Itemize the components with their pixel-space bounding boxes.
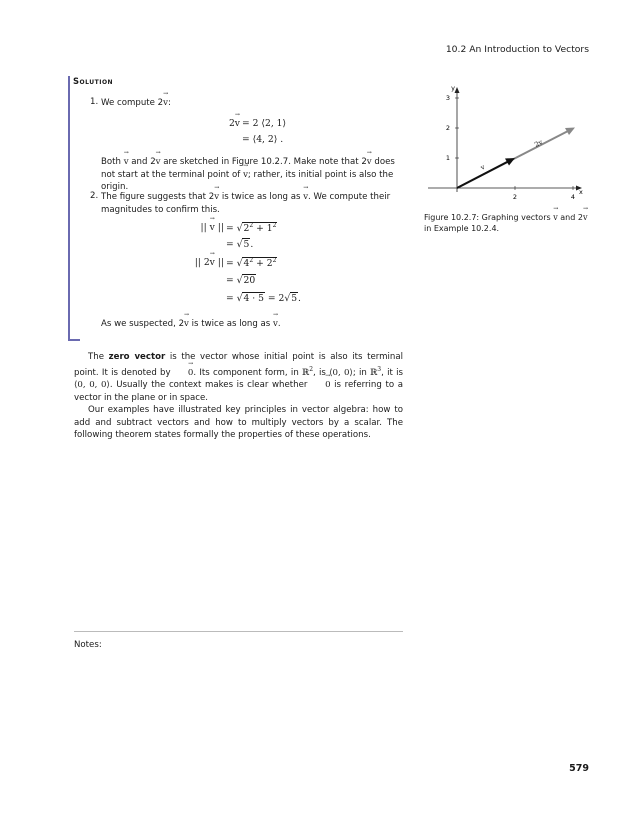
- item-2-conclusion: As we suspected, 2v → is twice as long as v →.: [101, 318, 281, 331]
- y-tick-label-1: 1: [445, 154, 450, 162]
- solution-bar: [68, 76, 70, 340]
- item-2-number: 2.: [90, 191, 99, 201]
- item-2-paragraph: The figure suggests that 2v → is twice as long as v →. We compute their magnitudes to confirm this.: [101, 191, 403, 216]
- vector-2v-label: 2v: [533, 138, 544, 149]
- page-number: 579: [569, 763, 589, 774]
- solution-bar-foot: [68, 339, 80, 341]
- item-1-number: 1.: [90, 97, 99, 107]
- figure-caption: Figure 10.2.7: Graphing vectors v → and 2v → in Example 10.2.4.: [424, 212, 594, 234]
- y-tick-label-3: 3: [445, 94, 450, 102]
- vector-v-label: v: [479, 162, 487, 172]
- running-header: 10.2 An Introduction to Vectors: [445, 44, 589, 55]
- equation-2v: 2v → = 2 ⟨2, 1⟩ = ⟨4, 2⟩ .: [200, 118, 350, 148]
- y-axis-label: y: [451, 84, 455, 92]
- item-1-intro: We compute 2v →:: [101, 97, 171, 110]
- solution-heading: Solution: [73, 76, 114, 86]
- body-text: [74, 351, 403, 442]
- y-axis-arrow-icon: [455, 87, 460, 93]
- notes-divider: [74, 631, 403, 632]
- y-tick-label-2: 2: [445, 124, 450, 132]
- x-tick-label-4: 4: [570, 193, 576, 201]
- principles-paragraph: Our examples have illustrated key principles in vector algebra: how to add and subtract vectors and how to multiply vectors by a scalar. The following theorem states formally the properties of these operations.: [74, 405, 403, 440]
- vector-figure: [424, 80, 594, 205]
- x-tick-label-2: 2: [512, 193, 518, 201]
- vector-v: [457, 161, 510, 189]
- notes-label: Notes:: [74, 640, 102, 650]
- magnitude-equations: || v → || = $√2^2 + 1^2$ = √5. || 2v → || = $√4^2 + 2^2$ = √20 = √4 · 5 = 2√5.: [160, 222, 360, 312]
- x-axis-label: x: [579, 188, 583, 196]
- zero-vector-paragraph: The zero vector is the vector whose initial point is also its terminal point. It is denoted by 0 →. Its component form, in ℝ$^2$, is ⟨0, 0⟩; in ℝ$^3$, it is ⟨0, 0, 0⟩. Usually the context makes is clear whether 0 → is referring to a vector in the plane or in space.: [74, 351, 403, 404]
- item-1-paragraph: Both v → and 2v → are sketched in Figure 10.2.7. Make note that 2v → does not start at the terminal point of v →; rather, its initial point is also the origin.: [101, 156, 403, 194]
